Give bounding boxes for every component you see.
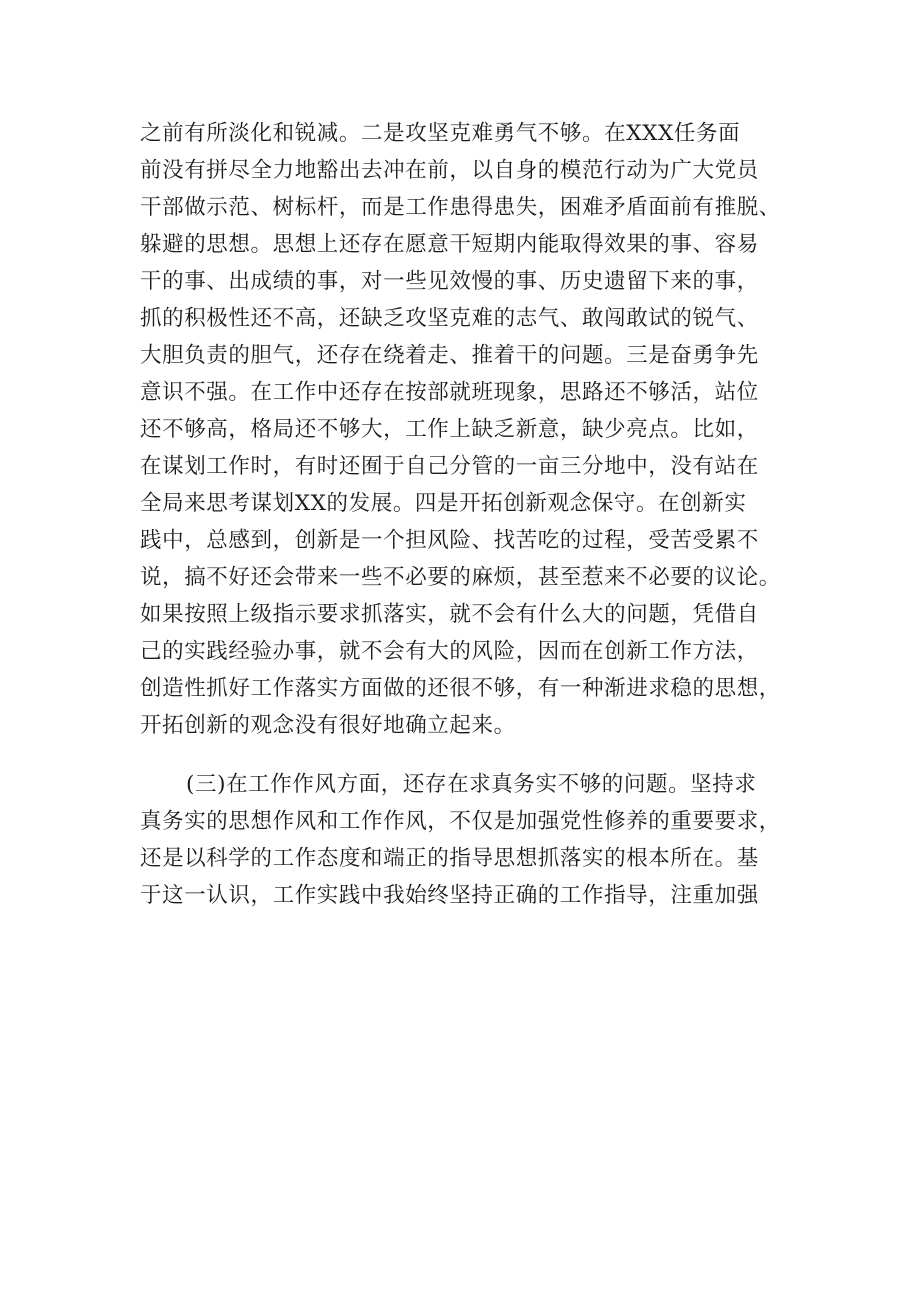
text-line: 之前有所淡化和锐减。二是攻坚克难勇气不够。在XXX任务面: [140, 121, 741, 146]
text-line: 创造性抓好工作落实方面做的还很不够，有一种渐进求稳的思想，: [140, 676, 781, 701]
text-line: 在谋划工作时，有时还囿于自己分管的一亩三分地中，没有站在: [140, 454, 759, 479]
text-line: 开拓创新的观念没有很好地确立起来。: [140, 713, 516, 738]
text-line: 践中，总感到，创新是一个担风险、找苦吃的过程，受苦受累不: [140, 528, 759, 553]
text-line: 如果按照上级指示要求抓落实，就不会有什么大的问题，凭借自: [140, 602, 759, 627]
text-line: 全局来思考谋划XX的发展。四是开拓创新观念保守。在创新实: [140, 491, 747, 516]
text-line: 意识不强。在工作中还存在按部就班现象，思路还不够活，站位: [140, 380, 759, 405]
text-line: 还是以科学的工作态度和端正的指导思想抓落实的根本所在。基: [140, 846, 759, 871]
text-line: 说，搞不好还会带来一些不必要的麻烦，甚至惹来不必要的议论。: [140, 565, 781, 590]
text-line: 真务实的思想作风和工作作风，不仅是加强党性修养的重要要求，: [140, 809, 781, 834]
text-line: 于这一认识，工作实践中我始终坚持正确的工作指导，注重加强: [140, 883, 759, 908]
text-line: 己的实践经验办事，就不会有大的风险，因而在创新工作方法，: [140, 639, 759, 664]
text-line: 躲避的思想。思想上还存在愿意干短期内能取得效果的事、容易: [140, 232, 759, 257]
text-line: 还不够高，格局还不够大，工作上缺乏新意，缺少亮点。比如，: [140, 417, 759, 442]
text-line: 抓的积极性还不高，还缺乏攻坚克难的志气、敢闯敢试的锐气、: [140, 306, 759, 331]
text-line: 前没有拼尽全力地豁出去冲在前，以自身的模范行动为广大党员: [140, 158, 759, 183]
text-line: 大胆负责的胆气，还存在绕着走、推着干的问题。三是奋勇争先: [140, 343, 759, 368]
text-line: 干部做示范、树标杆，而是工作患得患失，困难矛盾面前有推脱、: [140, 195, 781, 220]
text-line-indented: (三)在工作作风方面，还存在求真务实不够的问题。坚持求: [186, 772, 757, 797]
text-line: 干的事、出成绩的事，对一些见效慢的事、历史遗留下来的事，: [140, 269, 759, 294]
